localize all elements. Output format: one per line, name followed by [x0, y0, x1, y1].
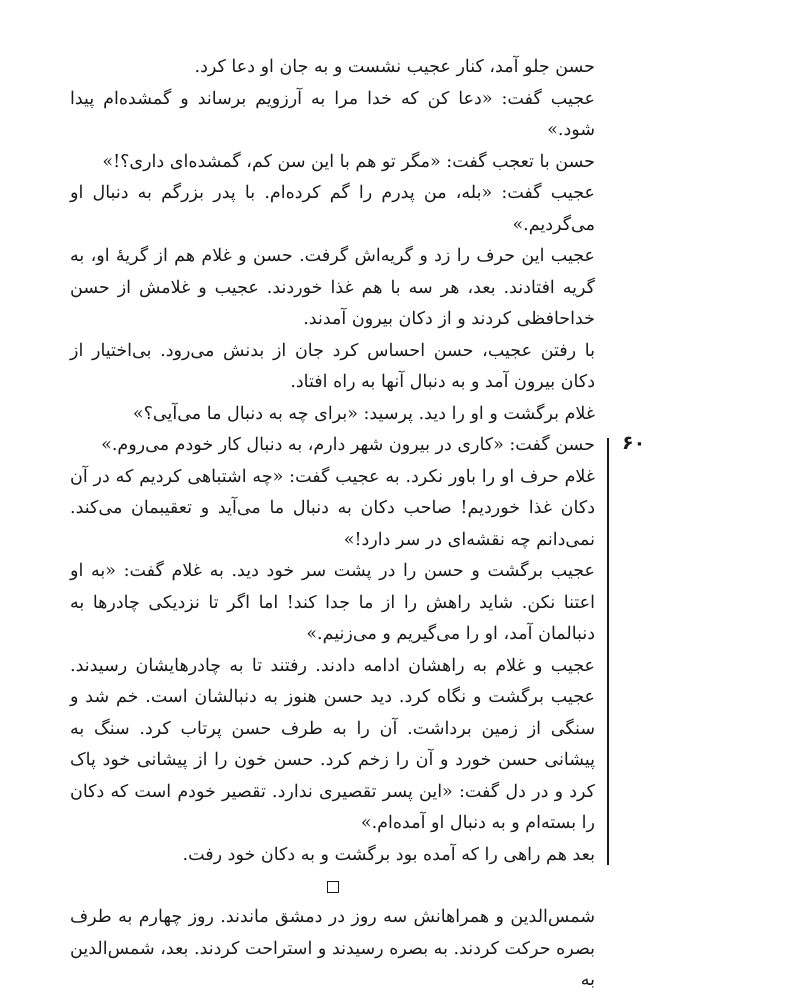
paragraph: شمس‌الدین و همراهانش سه روز در دمشق ماندند. روز چهارم به طرف بصره حرکت کردند. به بصره رسیدند و استراحت کردند. بعد، شمس‌الدین به [70, 907, 595, 990]
paragraph: غلام برگشت و او را دید. پرسید: «برای چه به دنبال ما می‌آیی؟» [132, 403, 595, 424]
paragraph: با رفتن عجیب، حسن احساس کرد جان از بدنش می‌رود. بی‌اختیار از دکان بیرون آمد و به دنبال آنها به راه افتاد. [70, 340, 595, 392]
paragraph: حسن گفت: «کاری در بیرون شهر دارم، به دنبال کار خودم می‌روم.» [101, 435, 595, 455]
paragraph: عجیب این حرف را زد و گریه‌اش گرفت. حسن و غلام هم از گریهٔ او، به گریه افتادند. بعد، هر سه با هم غذا خوردند. عجیب و غلامش از حسن خداحافظی کردند و از دکان بیرون آمدند. [70, 246, 595, 329]
paragraph: غلام حرف او را باور نکرد. به عجیب گفت: «چه اشتباهی کردیم که در آن دکان غذا خوردیم! صاحب دکان به دنبال ما می‌آید و تعقیبمان می‌کند. نمی‌دانم چه نقشه‌ای در سر دارد!» [70, 466, 595, 550]
paragraph: حسن با تعجب گفت: «مگر تو هم با این سن کم، گمشده‌ای داری؟!» [102, 151, 595, 172]
paragraph: عجیب گفت: «بله، من پدرم را گم کرده‌ام. با پدر بزرگم به دنبال او می‌گردیم.» [70, 183, 595, 235]
paragraph: عجیب و غلام به راهشان ادامه دادند. رفتند تا به چادرهایشان رسیدند. عجیب برگشت و نگاه کرد. دید حسن هنوز به دنبالشان است. خم شد و سنگی از زمین برداشت. آن را به طرف حسن پرتاب کرد. سنگ به پیشانی حسن خورد و آن را زخم کرد. حسن خون را از پیشانی خود پاک کرد و در دل گفت: «این پسر تقصیری ندارد. تقصیر خودم است که دکان را بسته‌ام و به دنبال او آمده‌ام.» [70, 655, 595, 833]
page-number: ۶۰ [622, 432, 646, 454]
paragraph: بعد هم راهی را که آمده بود برگشت و به دکان خود رفت. [182, 844, 595, 865]
paragraph: عجیب برگشت و حسن را در پشت سر خود دید. به غلام گفت: «به او اعتنا نکن. شاید راهش را از ما جدا کند! اما اگر تا نزدیکی چادرها به دنبالمان آمد، او را می‌گیریم و می‌زنیم.» [70, 561, 595, 644]
margin-rule [607, 438, 609, 865]
page-body [70, 52, 595, 997]
section-break-icon [70, 871, 595, 902]
paragraph: عجیب گفت: «دعا کن که خدا مرا به آرزویم برساند و گمشده‌ام پیدا شود.» [70, 88, 595, 140]
paragraph: حسن جلو آمد، کنار عجیب نشست و به جان او دعا کرد. [194, 57, 595, 77]
